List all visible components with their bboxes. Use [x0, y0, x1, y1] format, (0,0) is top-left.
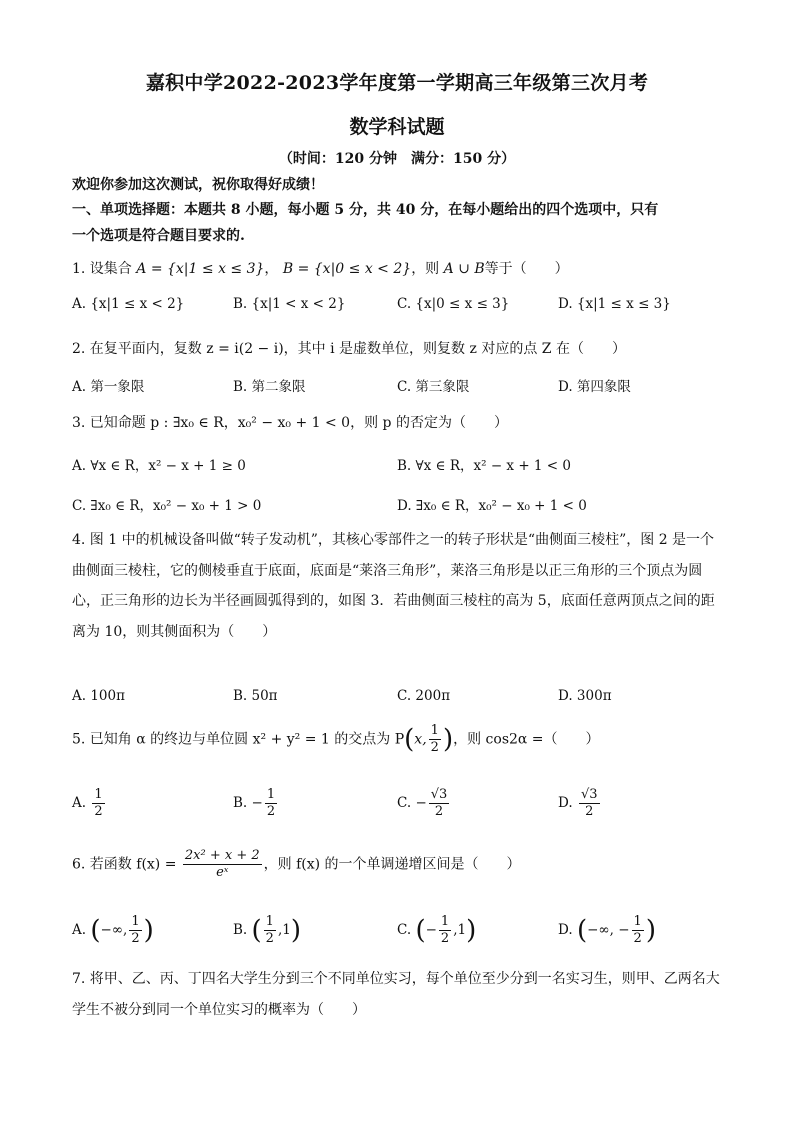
q5-fraction — [429, 723, 441, 756]
q2-option-d[interactable]: D. 第四象限 — [558, 379, 631, 395]
option-label: C. — [397, 922, 412, 938]
option-label: A. — [72, 922, 87, 938]
frac-den: 2 — [434, 804, 444, 819]
q5-post: ，则 cos2α =（ ） — [453, 731, 600, 748]
q3-option-b[interactable]: B. ∀x ∈ R，x² − x + 1 < 0 — [397, 458, 572, 474]
option-fraction — [129, 914, 141, 947]
option-label: D. — [558, 922, 573, 938]
welcome-text: 欢迎你参加这次测试，祝你取得好成绩！ — [72, 177, 324, 193]
q2-option-c[interactable]: C. 第三象限 — [397, 379, 470, 395]
frac-num: 1 — [440, 914, 450, 929]
option-fraction — [265, 787, 277, 820]
option-fraction — [92, 787, 104, 820]
interval-left: − — [425, 922, 437, 938]
question-6 — [72, 848, 521, 881]
option-label: C. — [397, 795, 412, 811]
frac-den: 2 — [94, 804, 103, 819]
option-label: B. — [233, 922, 248, 938]
q1-set-b: B = {x|0 ≤ x < 2} — [282, 261, 412, 277]
frac-num: √3 — [580, 787, 598, 802]
q5-option-c[interactable] — [397, 787, 451, 820]
q5-frac-den: 2 — [430, 740, 439, 755]
q1-end: 等于（ ） — [484, 261, 569, 277]
option-fraction — [264, 914, 276, 947]
frac-den: 2 — [266, 804, 276, 819]
option-fraction — [579, 787, 600, 820]
q1-option-b[interactable]: B. {x|1 < x < 2} — [233, 296, 346, 312]
q2-option-a[interactable]: A. 第一象限 — [72, 379, 145, 395]
q5-option-a[interactable] — [72, 787, 107, 820]
q4-option-c[interactable]: C. 200π — [397, 688, 451, 704]
q6-frac-num: 2x² + x + 2 — [184, 848, 260, 863]
question-2: 2. 在复平面内，复数 z = i(2 − i)，其中 i 是虚数单位，则复数 z 对应的点 Z 在（ ） — [72, 341, 626, 357]
q3-option-d[interactable]: D. ∃x₀ ∈ R，x₀² − x₀ + 1 < 0 — [397, 498, 587, 514]
q1-tail: ，则 — [411, 261, 440, 277]
option-label: B. — [233, 795, 248, 811]
q4-option-b[interactable]: B. 50π — [233, 688, 278, 704]
q5-option-d[interactable] — [558, 787, 602, 820]
question-7: 7. 将甲、乙、丙、丁四名大学生分到三个不同单位实习，每个单位至少分到一名实习生，则甲、乙两名大学生不被分到同一个单位实习的概率为（ ） — [72, 971, 720, 1018]
q1-option-c[interactable]: C. {x|0 ≤ x ≤ 3} — [397, 296, 510, 312]
q6-fraction — [183, 848, 262, 881]
time-info: （时间：120 分钟 满分：150 分） — [278, 151, 516, 167]
question-5: 5. 已知角 α 的终边与单位圆 x² + y² = 1 的交点为 P(x, $\frac{1}{2}$ )，则 cos2α =（ ） — [72, 723, 600, 755]
option-sign: − — [251, 795, 263, 811]
q1-union: A ∪ B — [443, 261, 485, 277]
q5-option-b[interactable] — [233, 787, 279, 820]
section1-heading-cont: 一个选项是符合题目要求的. — [72, 228, 245, 244]
frac-num: 1 — [94, 787, 103, 802]
option-fraction — [439, 914, 451, 947]
q6-frac-den: eˣ — [216, 865, 229, 880]
interval-left: −∞, — [100, 922, 128, 938]
q3-option-c[interactable]: C. ∃x₀ ∈ R，x₀² − x₀ + 1 > 0 — [72, 498, 262, 514]
question-3: 3. 已知命题 p : ∃x₀ ∈ R，x₀² − x₀ + 1 < 0，则 p 的否定为（ ） — [72, 415, 508, 431]
frac-den: 2 — [585, 804, 594, 819]
q4-option-a[interactable]: A. 100π — [72, 688, 125, 704]
exam-title: 嘉积中学2022-2023学年度第一学期高三年级第三次月考 — [145, 72, 649, 94]
q5-pre: 5. 已知角 α 的终边与单位圆 x² + y² = 1 的交点为 P — [72, 731, 405, 748]
q1-comma: ， — [264, 261, 279, 277]
option-fraction — [429, 787, 450, 820]
q5-frac-num: 1 — [430, 723, 439, 738]
q6-pre: 6. 若函数 f(x) = — [72, 856, 177, 873]
frac-den: 2 — [131, 931, 140, 946]
frac-num: √3 — [430, 787, 448, 802]
frac-den: 2 — [265, 931, 274, 946]
interval-left: −∞, − — [587, 922, 630, 938]
frac-den: 2 — [440, 931, 450, 946]
q3-option-a[interactable]: A. ∀x ∈ R，x² − x + 1 ≥ 0 — [72, 458, 246, 474]
frac-num: 1 — [265, 914, 274, 929]
q1-option-a[interactable]: A. {x|1 ≤ x < 2} — [72, 296, 185, 312]
frac-den: 2 — [633, 931, 642, 946]
option-label: D. — [558, 795, 573, 811]
section1-heading: 一、单项选择题：本题共 8 小题，每小题 5 分，共 40 分，在每小题给出的四个选项中，只有 — [72, 202, 659, 218]
option-sign: − — [415, 795, 427, 811]
frac-num: 1 — [131, 914, 140, 929]
interval-right: ,1 — [453, 922, 467, 938]
q2-option-b[interactable]: B. 第二象限 — [233, 379, 306, 395]
interval-right: ,1 — [277, 922, 291, 938]
q6-option-d[interactable]: D. (−∞, − $\frac{1}{2}$ ) — [558, 914, 656, 946]
q1-option-d[interactable]: D. {x|1 ≤ x ≤ 3} — [558, 296, 671, 312]
q6-option-a[interactable]: A. (−∞, $\frac{1}{2}$ ) — [72, 914, 154, 946]
q5-px: x, — [414, 731, 427, 748]
q1-set-a: A = {x|1 ≤ x ≤ 3} — [136, 261, 265, 277]
q1-number: 1. 设集合 — [72, 261, 132, 277]
subject-title: 数学科试题 — [349, 116, 445, 138]
question-1 — [72, 258, 569, 278]
frac-num: 1 — [633, 914, 642, 929]
q6-option-b[interactable]: B. ( $\frac{1}{2}$ ,1) — [233, 914, 301, 946]
option-label: A. — [72, 795, 87, 811]
q4-option-d[interactable]: D. 300π — [558, 688, 612, 704]
q6-post: ，则 f(x) 的一个单调递增区间是（ ） — [263, 856, 521, 873]
option-fraction — [632, 914, 644, 947]
question-4: 4. 图 1 中的机械设备叫做“转子发动机”，其核心零部件之一的转子形状是“曲侧面三棱柱”，图 2 是一个曲侧面三棱柱，它的侧棱垂直于底面，底面是“莱洛三角形”，莱洛三角形是以正三角形的三个顶点为圆心，正三角形的边长为半径画圆弧得到的，如图 3．若曲侧面三棱柱的高为 5，底面任意两顶点之间的距离为 10，则其侧面积为（ ） — [72, 532, 715, 640]
q6-option-c[interactable]: C. (− $\frac{1}{2}$ ,1) — [397, 914, 477, 946]
frac-num: 1 — [266, 787, 276, 802]
